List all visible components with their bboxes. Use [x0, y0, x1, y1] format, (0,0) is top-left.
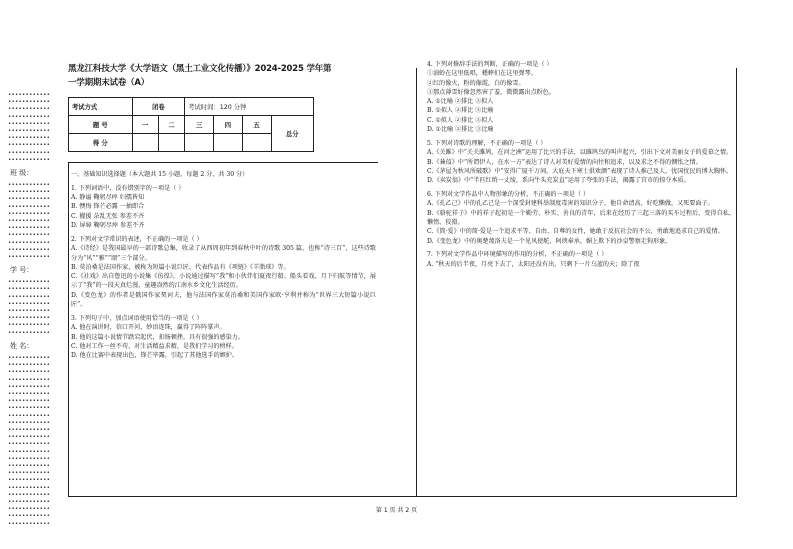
q4-item-2: ②红的像火，粉的像霞，白的像雪。	[427, 79, 525, 87]
right-column	[427, 60, 735, 269]
score-cell[interactable]	[185, 134, 214, 152]
exam-title-block	[68, 62, 378, 90]
page-number: 第 1 页 共 2 页	[375, 507, 418, 514]
student-id-label: 学 号：	[10, 266, 34, 275]
exam-time: 考试时间：120 分钟	[185, 98, 314, 116]
q3-option-a: A. 他在演讲时，信口开河，妙语连珠，赢得了阵阵掌声。	[71, 324, 226, 332]
q5-option-a: A.《关雎》中“关关雎鸠，在河之洲”运用了比兴的手法，以雎鸠鸟的叫声起兴，引出下文对美丽女子的爱慕之情。	[427, 149, 733, 157]
q1-option-a: A. 静谧 鞠躬尽瘁 妇孺皆知	[71, 194, 145, 202]
q2-option-c: C.《社戏》出自鲁迅的小说集《彷徨》，小说通过描写“我”和小伙伴们夏夜行船、船头看戏、月下归航等情节，展示了“我”的一段天真烂漫、童趣盎然的江南水乡文化生活经历。	[71, 273, 376, 290]
question-3: 3. 下列句子中，加点词语使用恰当的一项是（ ）	[71, 314, 203, 322]
section-divider	[68, 162, 378, 163]
score-cell[interactable]	[158, 134, 184, 152]
q5-option-d: D.《卖炭翁》中“半匹红绡一丈绫，系向牛头充炭直”运用了夸张的手法，揭露了宫市的掠夺本质。	[427, 177, 690, 185]
frame-bottom-line	[68, 496, 736, 497]
q4-option-a: A. ①比喻 ②排比 ③拟人	[427, 98, 494, 106]
column-1: 一	[132, 116, 158, 134]
q2-option-a: A.《诗经》是我国最早的一部诗歌总集，收录了从西周初年到春秋中叶的诗歌 305 篇，也称“诗三百”，这些诗歌分为“风”“雅”“颂”三个部分。	[71, 245, 376, 262]
score-cell[interactable]	[132, 134, 158, 152]
q6-option-d: D.《变色龙》中的奥楚蔑洛夫是一个见风使舵、阿谀奉承、媚上欺下的沙皇警察走狗形象。	[427, 237, 672, 245]
score-table	[68, 97, 314, 152]
q3-option-d: D. 他在比赛中表现出色，锋芒毕露，引起了其他选手的嫉妒。	[71, 352, 238, 360]
dotted-seal-line: •••••••••••• •••••••••••• •••••••••••• •••••••••••• •••••••••••• •••••••••••• •••••••••••• •••••••••••• •••••••••••• ••••••••••••	[8, 92, 51, 163]
q3-option-b: B. 他的这篇小说情节跌宕起伏，扣扬顿挫，具有很强的感染力。	[71, 333, 244, 341]
dotted-seal-line: •••••••••••• •••••••••••• •••••••••••• •••••••••••• •••••••••••• •••••••••••• •••••••••••• •••••••••••• •••••••••••• •••••••••••• •••••••••••• •••••••••••• •••••••••••• •••••••••••• •••••••••••• •••••••••••• •••••••••••• •••••••••••• •••••••••••• •••••••••••• •••••••••••• •••••••••••• •••••••••••• ••••••••••••	[8, 354, 51, 527]
left-column	[71, 170, 376, 360]
frame-right-line	[736, 68, 737, 497]
exam-title-line1: 黑龙江科技大学《大学语文（黑土工业文化传播）》2024-2025 学年第	[68, 64, 332, 74]
frame-left-line	[68, 162, 69, 496]
column-divider-line	[416, 68, 417, 496]
q4-item-1: ①油蛉在这里低唱，蟋蟀们在这里弹琴。	[427, 70, 537, 78]
question-no-label: 题 号	[69, 116, 133, 134]
column-3: 三	[185, 116, 214, 134]
total-label: 总分	[271, 116, 314, 152]
column-5: 五	[242, 116, 271, 134]
q1-option-d: D. 屏嫜 鞠躬尽瘁 参差不齐	[71, 222, 145, 230]
q6-option-b: B.《骆驼祥子》中的祥子起初是一个勤劳、朴实、善良的青年，后来在经历了三起三落的买车过程后，变得自私、懒惰、狡猾。	[427, 209, 735, 226]
dotted-seal-line: •••••••••••• •••••••••••• •••••••••••• •••••••••••• •••••••••••• •••••••••••• •••••••••••• ••••••••••••	[8, 279, 51, 336]
exam-title-line2: 一学期期末试卷（A）	[68, 78, 150, 88]
dotted-seal-line: •••••••••••• •••••••••••• •••••••••••• •••••••••••• •••••••••••• •••••••••••• •••••••••••• •••••••••••• •••••••••••• •••••••••••• ••••••••••••	[8, 182, 51, 261]
question-2: 2. 下列对文学常识的表述，不正确的一项是（ ）	[71, 235, 203, 243]
question-5: 5. 下列对诗歌的理解，不正确的一项是（ ）	[427, 139, 547, 147]
q1-option-c: C. 擢援 杂乱无张 参差不齐	[71, 212, 145, 220]
q5-option-b: B.《蒹葭》中“所谓伊人，在水一方”表达了诗人对美好爱情的向往和追求，以及求之不得的惆怅之情。	[427, 158, 702, 166]
q1-option-b: B. 懊悔 锋芒必露 一抽即合	[71, 203, 145, 211]
exam-method-label: 考试方式	[69, 98, 133, 116]
binding-strip	[8, 92, 58, 532]
q4-option-d: D. ①比喻 ②排比 ③比喻	[427, 126, 494, 134]
name-label: 姓 名：	[10, 341, 34, 350]
question-7: 7. 下列对文学作品中环境描写的作用的分析，不正确的一项是（ ）	[427, 251, 608, 259]
column-4: 四	[213, 116, 242, 134]
q2-option-b: B. 莫泊桑是法国作家，被称为短篇小说巨匠，代表作品有《项链》《羊脂球》等。	[71, 263, 290, 271]
class-label: 班 级：	[10, 169, 34, 178]
section-heading: 一、基础知识选择题（本大题共 15 小题，每题 2 分，共 30 分）	[71, 171, 249, 178]
exam-method-value: 闭卷	[132, 98, 185, 116]
question-6: 6. 下列对文学作品中人物形象的分析，不正确的一项是（ ）	[427, 191, 590, 199]
q5-option-c: C.《茅屋为秋风所破歌》中“安得广厦千万间，大庇天下寒士俱欢颜”表现了诗人推己及人、忧国忧民的博大胸怀。	[427, 167, 733, 175]
q4-option-c: C. ①拟人 ②排比 ③拟人	[427, 116, 494, 124]
q6-option-a: A.《孔乙己》中的孔乙己是一个深受封建科举制度毒害的知识分子，他自命清高、好吃懒做，又死要面子。	[427, 200, 714, 208]
question-1: 1. 下列词语中，没有错别字的一项是（ ）	[71, 184, 185, 192]
question-4: 4. 下列对修辞手法的判断，正确的一项是（ ）	[427, 61, 553, 68]
column-2: 二	[158, 116, 184, 134]
q6-option-c: C.《简·爱》中的简·爱是一个追求平等、自由、自尊的女性，她敢于反抗社会的不公，勇敢地追求自己的爱情。	[427, 228, 724, 236]
score-cell[interactable]	[242, 134, 271, 152]
score-cell[interactable]	[213, 134, 242, 152]
q4-option-b: B. ①拟人 ②排比 ③比喻	[427, 107, 494, 115]
q7-option-a: A. “秋天的后半夜，月亮下去了，太阳还没有出，只剩下一片乌蓝的天；除了夜	[427, 260, 640, 268]
q2-option-d: D.《变色龙》的作者是俄国作家契诃夫，他与法国作家莫泊桑和美国作家欧·亨利并称为“世界三大短篇小说巨匠”。	[71, 291, 376, 309]
score-label: 得 分	[69, 134, 133, 152]
q3-option-c: C. 他对工作一丝不苟，对生活精益求精，是我们学习的榜样。	[71, 342, 238, 350]
q4-item-3: ③那点薄雪好像忽然害了羞，微微露出点粉色。	[427, 88, 555, 96]
